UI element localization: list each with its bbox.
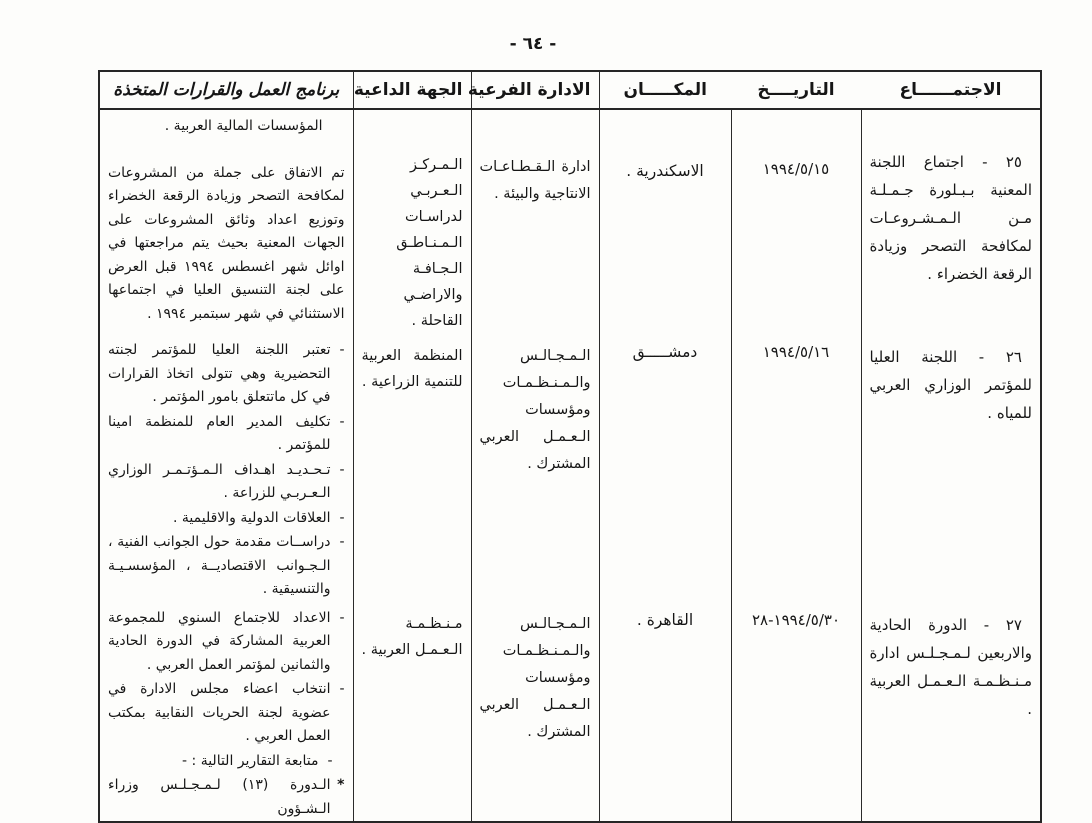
program-paragraph: تم الاتفاق على جملة من المشروعات لمكافحة التصحر وزيادة الرقعة الخضراء وتوزيع اعداد وثائق المشروعات على الجهات المعنية بحيث يتم مراجعتها في اوائل شهر اغسطس ١٩٩٤ قبل العرض على لجنة التنسيق العليا في اجتماعها الاستثنائي في شهر سبتمبر ١٩٩٤ .: [108, 164, 345, 322]
meeting-date: ١٩٩٤/٥/١٦: [762, 343, 830, 361]
table-row: [99, 109, 1041, 334]
program-item: - تعتبر اللجنة العليا للمؤتمر لجنته التحضيرية وهي تتولى اتخاذ القرارات في كل ماتتعلق بامور المؤتمر .: [108, 339, 345, 410]
program-decisions-cell: [99, 109, 353, 334]
header-program-decisions: برنامج العمل والقرارات المتخذة: [99, 71, 353, 109]
inviting-party: الـمـركـز الـعـربـي لدراسـات الـمـنـاطـق الـجـافـة والاراضـي القاحلة .: [396, 157, 463, 329]
sub-administration: الـمـجـالـس والـمـنـظـمـات ومؤسسات الـعـمـل العربي المشترك .: [479, 348, 591, 472]
program-item: - دراســات مقدمة حول الجوانب الفنية ، الـجـوانب الاقتصاديــة ، المؤسسـيـة والتنسيقية .: [108, 531, 345, 602]
sub-administration: الـمـجـالـس والـمـنـظـمـات ومؤسسات الـعـمـل العربي المشترك .: [479, 615, 591, 740]
header-sub-administration: الادارة الفرعية: [471, 71, 599, 109]
meeting-place: دمشـــــق: [632, 343, 698, 361]
date-cell: [731, 602, 861, 823]
meeting-title: ٢٥ - اجتماع اللجنة المعنية بـبـلورة جـمـلـة مـن الـمـشـروعـات لمكافحة التصحر وزيادة الرقعة الخضراء .: [869, 153, 1032, 283]
table-header-row: [99, 71, 1041, 109]
sub-administration: ادارة الـقـطـاعـات الانتاجية والبيئة .: [479, 159, 591, 202]
meeting-cell: [861, 602, 1041, 823]
program-decisions-cell: [99, 602, 353, 823]
meeting-date: ١٩٩٤/٥/٣٠-٢٨: [751, 610, 841, 629]
bullet-dash: -: [339, 534, 345, 550]
date-cell: [731, 109, 861, 334]
program-item: - الاعداد للاجتماع السنوي للمجموعة العربية المشاركة في الدورة الحادية والثمانين لمؤتمر العمل العربي .: [108, 607, 345, 678]
header-place: المكـــــان: [599, 71, 731, 109]
place-cell: [599, 109, 731, 334]
program-decisions-cell: [99, 334, 353, 602]
bullet-dash: -: [339, 461, 345, 478]
place-cell: [599, 602, 731, 823]
sub-administration-cell: [471, 602, 599, 823]
sub-administration-cell: [471, 109, 599, 334]
page-number: - ٦٤ -: [509, 34, 557, 54]
meeting-place: الاسكندرية .: [626, 162, 704, 180]
bullet-dash: -: [327, 752, 333, 769]
bullet-star: *: [337, 777, 345, 793]
table-row: [99, 334, 1041, 602]
bullet-dash: -: [339, 413, 345, 430]
meeting-cell: [861, 334, 1041, 602]
date-cell: [731, 334, 861, 602]
inviting-party: مـنـظـمـة الـعـمـل العربية .: [361, 615, 463, 658]
inviting-party-cell: [353, 334, 471, 602]
header-meeting: الاجتمــــــاع: [861, 71, 1041, 109]
program-item: - انتخاب اعضاء مجلس الادارة في عضوية لجنة الحريات النقابية بمكتب العمل العربي .: [108, 678, 345, 749]
meeting-date: ١٩٩٤/٥/١٥: [762, 160, 830, 178]
program-item: * الـدورة (١٣) لـمـجـلـس وزراء الـشـؤون: [108, 774, 345, 821]
program-item: - العلاقات الدولية والاقليمية .: [108, 507, 345, 531]
bullet-dash: -: [339, 509, 345, 526]
inviting-party-cell: [353, 109, 471, 334]
program-item: - تـحـديـد اهـداف الـمـؤتـمـر الوزاري الـعـربـي للزراعة .: [108, 459, 345, 506]
place-cell: [599, 334, 731, 602]
sub-administration-cell: [471, 334, 599, 602]
bullet-dash: -: [339, 681, 345, 697]
program-continuation-line: المؤسسات المالية العربية .: [164, 118, 323, 134]
meetings-table: [98, 70, 1042, 823]
header-inviting-party: الجهة الداعية: [353, 71, 471, 109]
program-item: - تكليف المدير العام للمنظمة امينا للمؤتمر .: [108, 411, 345, 458]
meeting-cell: [861, 109, 1041, 334]
meeting-place: القاهرة .: [636, 610, 694, 629]
header-date: التاريــــخ: [731, 71, 861, 109]
inviting-party: المنظمة العربية للتنمية الزراعية .: [361, 348, 463, 390]
program-item: - متابعة التقارير التالية : -: [108, 750, 345, 774]
table-row: [99, 602, 1041, 823]
bullet-dash: -: [339, 609, 345, 626]
bullet-dash: -: [339, 342, 345, 358]
meeting-title: ٢٦ - اللجنة العليا للمؤتمر الوزاري العربي للمياه .: [869, 348, 1032, 422]
meeting-title: ٢٧ - الدورة الحادية والاربعين لـمـجـلـس ادارة مـنـظـمـة الـعـمـل العربية .: [869, 615, 1032, 718]
inviting-party-cell: [353, 602, 471, 823]
